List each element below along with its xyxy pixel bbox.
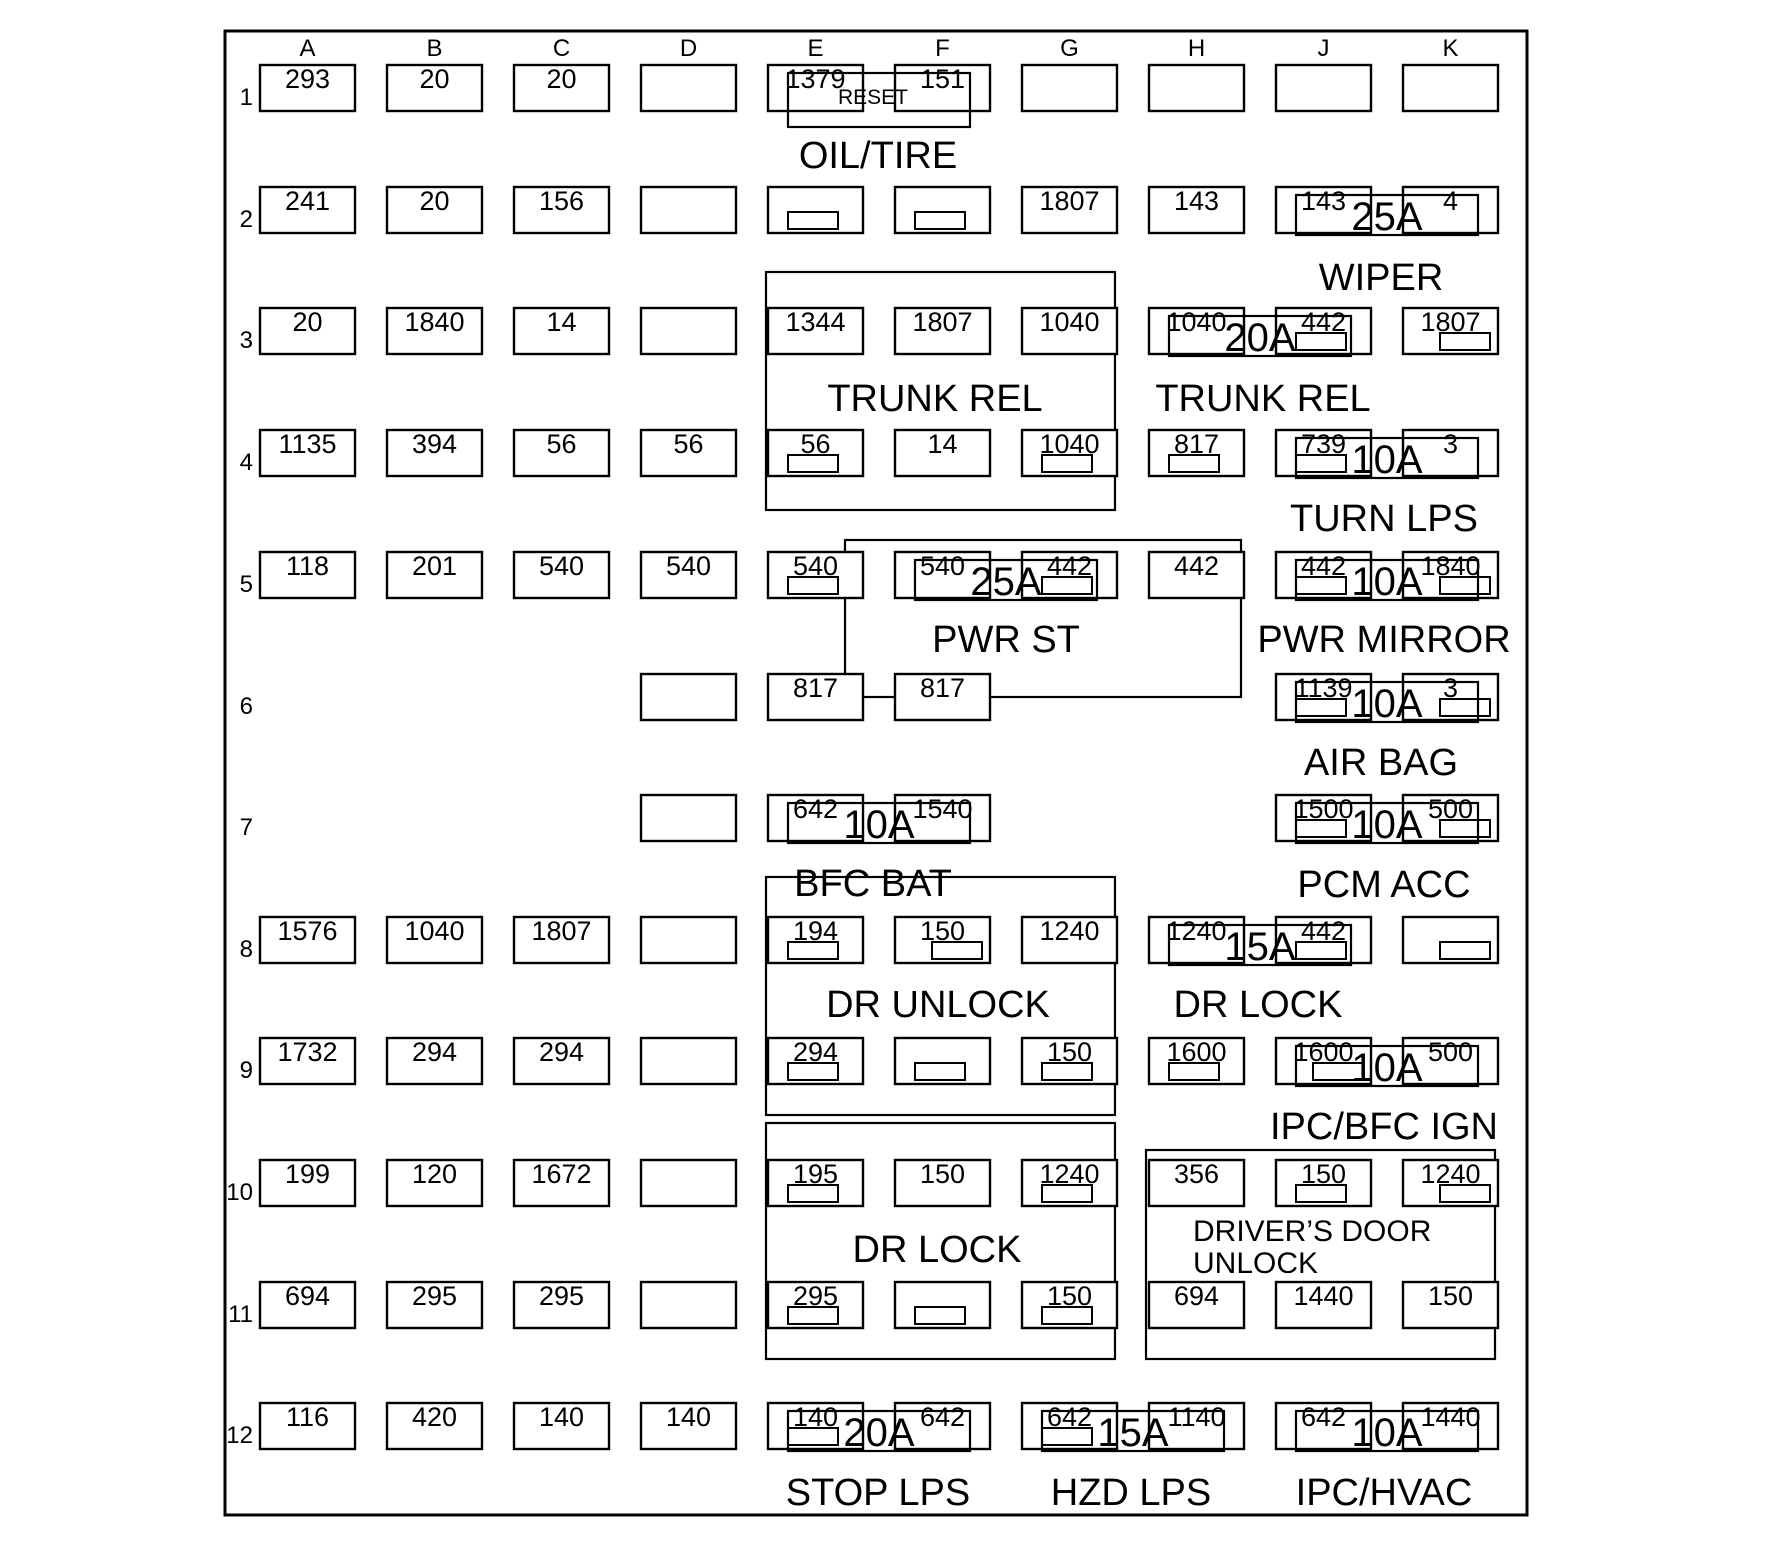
cavity-b5 — [387, 551, 482, 598]
circuit-number: 642 — [1300, 1402, 1347, 1432]
cavity-c3 — [514, 307, 609, 354]
circuit-number: 1576 — [277, 916, 338, 946]
cavity-e2 — [768, 187, 863, 233]
fuse-rating: 25A — [970, 560, 1042, 604]
circuit-number: 817 — [1173, 429, 1220, 459]
label-trunk-rel-left: TRUNK REL — [827, 378, 1043, 420]
circuit-number: 1440 — [1420, 1402, 1481, 1432]
circuit-number: 1240 — [1420, 1159, 1481, 1189]
label-pwr-mirror: PWR MIRROR — [1257, 619, 1511, 661]
cavity-b3 — [387, 307, 482, 354]
cavity-h1 — [1149, 65, 1244, 111]
fuse-rating: 15A — [1097, 1411, 1169, 1455]
cavity-outline — [895, 187, 990, 233]
row-header-6: 6 — [239, 693, 253, 720]
cavity-e9 — [768, 1037, 863, 1084]
circuit-number: 1240 — [1166, 916, 1227, 946]
fuse-rating: 10A — [1351, 438, 1423, 482]
circuit-number: 150 — [919, 916, 966, 946]
cavity-e6 — [768, 673, 863, 720]
cavity-c10 — [514, 1159, 609, 1206]
label-pcm-acc: PCM ACC — [1297, 864, 1471, 906]
cavity-c11 — [514, 1281, 609, 1328]
circuit-number: 20 — [546, 64, 577, 94]
cavity-g9 — [1022, 1037, 1117, 1084]
circuit-number: 56 — [800, 429, 831, 459]
circuit-number: 1807 — [1420, 307, 1481, 337]
cavity-outline — [768, 187, 863, 233]
cavity-g3 — [1022, 307, 1117, 354]
cavity-h5 — [1149, 551, 1244, 598]
column-header-h: H — [1187, 35, 1206, 62]
circuit-number: 295 — [411, 1281, 458, 1311]
label-bfc-bat: BFC BAT — [794, 863, 952, 905]
circuit-number: 1040 — [1039, 429, 1100, 459]
circuit-number: 20 — [419, 64, 450, 94]
circuit-number: 1807 — [1039, 186, 1100, 216]
circuit-number: 1140 — [1167, 1402, 1226, 1432]
cavity-d9 — [641, 1038, 736, 1084]
fuse-rating: 25A — [1351, 195, 1423, 239]
cavity-f4 — [895, 429, 990, 476]
circuit-number: 151 — [919, 64, 966, 94]
cavity-c5 — [514, 551, 609, 598]
cavity-a3 — [260, 307, 355, 354]
circuit-number: 1807 — [912, 307, 973, 337]
circuit-number: 20 — [419, 186, 450, 216]
cavity-e8 — [768, 916, 863, 963]
label-dr-lock-bottom: DR LOCK — [852, 1229, 1022, 1271]
circuit-number: 1440 — [1293, 1281, 1354, 1311]
cavity-outline — [1149, 65, 1244, 111]
circuit-number: 694 — [284, 1281, 331, 1311]
cavity-g11 — [1022, 1281, 1117, 1328]
cavity-d4 — [641, 429, 736, 476]
label-dr-lock-right: DR LOCK — [1173, 984, 1343, 1026]
label-dr-unlock: DR UNLOCK — [826, 984, 1050, 1026]
row-header-7: 7 — [239, 814, 253, 841]
label-reset: RESET — [837, 86, 909, 109]
circuit-number: 500 — [1427, 794, 1474, 824]
cavity-outline — [641, 1160, 736, 1206]
row-headers — [226, 84, 253, 1449]
cavity-c1 — [514, 64, 609, 111]
cavity-k8 — [1403, 917, 1498, 963]
cavity-outline — [895, 1038, 990, 1084]
cavity-d5 — [641, 551, 736, 598]
cavity-a5 — [260, 551, 355, 598]
cavity-j11 — [1276, 1281, 1371, 1328]
cavity-a4 — [260, 429, 355, 476]
fuse-rating: 20A — [1224, 316, 1296, 360]
circuit-number: 1135 — [278, 429, 337, 459]
cavity-e5 — [768, 551, 863, 598]
label-wiper: WIPER — [1318, 257, 1444, 299]
circuit-number: 116 — [285, 1402, 330, 1432]
cavity-b11 — [387, 1281, 482, 1328]
column-header-j: J — [1317, 35, 1330, 62]
cavity-d8 — [641, 917, 736, 963]
circuit-number: 1732 — [277, 1037, 338, 1067]
circuit-number: 642 — [919, 1402, 966, 1432]
cavity-a9 — [260, 1037, 355, 1084]
circuit-number: 1672 — [531, 1159, 592, 1189]
circuit-number: 293 — [284, 64, 331, 94]
row-header-8: 8 — [239, 936, 253, 963]
label-ipc-bfc-ign: IPC/BFC IGN — [1269, 1106, 1499, 1148]
cavity-g10 — [1022, 1159, 1117, 1206]
cavity-f1 — [895, 64, 990, 111]
circuit-number: 1240 — [1039, 916, 1100, 946]
cavity-d3 — [641, 308, 736, 354]
cavity-h9 — [1149, 1037, 1244, 1084]
circuit-number: 150 — [1046, 1281, 1093, 1311]
row-header-2: 2 — [239, 206, 253, 233]
cavity-d11 — [641, 1282, 736, 1328]
cavity-k3 — [1403, 307, 1498, 354]
column-headers — [299, 35, 1458, 62]
column-header-k: K — [1442, 35, 1459, 62]
cavity-c4 — [514, 429, 609, 476]
column-header-g: G — [1060, 35, 1079, 62]
cavity-b10 — [387, 1159, 482, 1206]
fuse-rating: 10A — [1351, 803, 1423, 847]
column-header-c: C — [552, 35, 571, 62]
label-drivers-door: DRIVER’S DOOR — [1193, 1215, 1432, 1248]
circuit-number: 3 — [1442, 429, 1459, 459]
circuit-number: 1240 — [1039, 1159, 1100, 1189]
cavity-k10 — [1403, 1159, 1498, 1206]
cavity-h11 — [1149, 1281, 1244, 1328]
cavity-a12 — [260, 1402, 355, 1449]
cavity-outline — [641, 308, 736, 354]
circuit-number: 150 — [1300, 1159, 1347, 1189]
cavity-outline — [641, 187, 736, 233]
circuit-number: 1600 — [1293, 1037, 1354, 1067]
row-header-10: 10 — [226, 1179, 253, 1206]
cavity-outline — [1276, 65, 1371, 111]
circuit-number: 295 — [792, 1281, 839, 1311]
circuit-number: 442 — [1173, 551, 1220, 581]
cavity-h10 — [1149, 1159, 1244, 1206]
circuit-number: 694 — [1173, 1281, 1220, 1311]
cavity-outline — [641, 795, 736, 841]
circuit-number: 540 — [792, 551, 839, 581]
cavity-k11 — [1403, 1281, 1498, 1328]
cavity-k1 — [1403, 65, 1498, 111]
label-ipc-hvac: IPC/HVAC — [1295, 1472, 1473, 1514]
circuit-number: 156 — [538, 186, 585, 216]
row-header-11: 11 — [228, 1301, 253, 1328]
circuit-number: 295 — [538, 1281, 585, 1311]
cavity-d12 — [641, 1402, 736, 1449]
circuit-number: 56 — [546, 429, 577, 459]
cavity-c2 — [514, 186, 609, 233]
cavity-d7 — [641, 795, 736, 841]
circuit-number: 500 — [1427, 1037, 1474, 1067]
cavity-b12 — [387, 1402, 482, 1449]
cavity-f9 — [895, 1038, 990, 1084]
circuit-number: 540 — [919, 551, 966, 581]
label-drivers-door-unlock: UNLOCK — [1193, 1247, 1319, 1280]
circuit-number: 1540 — [912, 794, 973, 824]
circuit-number: 1379 — [785, 64, 846, 94]
circuit-number: 195 — [792, 1159, 839, 1189]
circuit-number: 140 — [665, 1402, 712, 1432]
label-air-bag: AIR BAG — [1303, 742, 1459, 784]
cavity-j1 — [1276, 65, 1371, 111]
circuit-number: 143 — [1173, 186, 1220, 216]
row-header-12: 12 — [226, 1422, 253, 1449]
cavity-outline — [641, 1038, 736, 1084]
circuit-number: 150 — [1046, 1037, 1093, 1067]
column-header-a: A — [299, 35, 316, 62]
circuit-number: 356 — [1173, 1159, 1220, 1189]
label-pwr-st: PWR ST — [932, 619, 1080, 661]
circuit-number: 120 — [411, 1159, 458, 1189]
cavity-f2 — [895, 187, 990, 233]
circuit-number: 540 — [665, 551, 712, 581]
circuit-number: 294 — [538, 1037, 585, 1067]
circuit-number: 642 — [1046, 1402, 1093, 1432]
column-header-e: E — [807, 35, 824, 62]
cavity-a11 — [260, 1281, 355, 1328]
circuit-number: 56 — [673, 429, 704, 459]
circuit-number: 642 — [792, 794, 839, 824]
cavity-f8 — [895, 916, 990, 963]
cavity-outline — [1403, 917, 1498, 963]
row-header-9: 9 — [239, 1057, 253, 1084]
circuit-number: 394 — [411, 429, 458, 459]
circuit-number: 442 — [1046, 551, 1093, 581]
cavity-f6 — [895, 673, 990, 720]
cavity-b4 — [387, 429, 482, 476]
cavity-b1 — [387, 64, 482, 111]
cavity-outline — [641, 917, 736, 963]
label-trunk-rel-right: TRUNK REL — [1155, 378, 1371, 420]
cavity-d1 — [641, 65, 736, 111]
circuit-number: 4 — [1442, 186, 1459, 216]
fuse-rating: 10A — [843, 803, 915, 847]
cavity-c9 — [514, 1037, 609, 1084]
fuse-rating: 10A — [1351, 560, 1423, 604]
circuit-number: 739 — [1300, 429, 1347, 459]
cavity-g2 — [1022, 186, 1117, 233]
cavity-g4 — [1022, 429, 1117, 476]
fuse-rating: 10A — [1351, 1411, 1423, 1455]
row-header-5: 5 — [239, 571, 253, 598]
cavity-f10 — [895, 1159, 990, 1206]
circuit-number: 140 — [792, 1402, 839, 1432]
cavity-h4 — [1149, 429, 1244, 476]
cavity-a10 — [260, 1159, 355, 1206]
cavity-e10 — [768, 1159, 863, 1206]
circuit-number: 442 — [1300, 916, 1347, 946]
cavity-e4 — [768, 429, 863, 476]
column-header-f: F — [935, 35, 950, 62]
circuit-number: 1139 — [1294, 673, 1353, 703]
cavity-outline — [641, 65, 736, 111]
circuit-number: 1344 — [785, 307, 846, 337]
circuit-number: 143 — [1300, 186, 1347, 216]
row-header-3: 3 — [239, 327, 253, 354]
circuit-number: 1040 — [1039, 307, 1100, 337]
circuit-number: 420 — [411, 1402, 458, 1432]
circuit-number: 1040 — [1166, 307, 1227, 337]
circuit-number: 540 — [538, 551, 585, 581]
fuse-rating: 10A — [1351, 1046, 1423, 1090]
circuit-number: 140 — [538, 1402, 585, 1432]
cavity-e11 — [768, 1281, 863, 1328]
circuit-number: 14 — [927, 429, 958, 459]
cavity-outline — [1403, 65, 1498, 111]
cavity-d10 — [641, 1160, 736, 1206]
circuit-number: 241 — [284, 186, 331, 216]
circuit-number: 1840 — [404, 307, 465, 337]
cavity-d6 — [641, 674, 736, 720]
cavity-e3 — [768, 307, 863, 354]
row-header-4: 4 — [239, 449, 253, 476]
cavity-c8 — [514, 916, 609, 963]
label-stop-lps: STOP LPS — [785, 1472, 971, 1514]
row-header-1: 1 — [239, 84, 253, 111]
circuit-number: 817 — [792, 673, 839, 703]
label-turn-lps: TURN LPS — [1290, 498, 1478, 540]
fuse-rating: 15A — [1224, 925, 1296, 969]
cavity-f11 — [895, 1282, 990, 1328]
circuit-number: 817 — [919, 673, 966, 703]
circuit-number: 3 — [1442, 673, 1459, 703]
column-header-d: D — [679, 35, 698, 62]
label-oil-tire: OIL/TIRE — [798, 135, 958, 177]
circuit-number: 1600 — [1166, 1037, 1227, 1067]
circuit-number: 118 — [285, 551, 330, 581]
cavity-j10 — [1276, 1159, 1371, 1206]
circuit-number: 150 — [1427, 1281, 1474, 1311]
label-hzd-lps: HZD LPS — [1050, 1472, 1212, 1514]
circuit-number: 199 — [284, 1159, 331, 1189]
circuit-number: 442 — [1300, 307, 1347, 337]
fuse-rating: 20A — [843, 1411, 915, 1455]
cavity-g1 — [1022, 65, 1117, 111]
cavity-g8 — [1022, 916, 1117, 963]
fuse-rating: 10A — [1351, 682, 1423, 726]
circuit-number: 194 — [792, 916, 839, 946]
cavity-b2 — [387, 186, 482, 233]
circuit-number: 201 — [411, 551, 458, 581]
cavity-b8 — [387, 916, 482, 963]
circuit-number: 442 — [1300, 551, 1347, 581]
circuit-number: 1840 — [1420, 551, 1481, 581]
circuit-number: 1040 — [404, 916, 465, 946]
circuit-number: 294 — [792, 1037, 839, 1067]
circuit-number: 1807 — [531, 916, 592, 946]
circuit-number: 14 — [546, 307, 577, 337]
cavity-outline — [1022, 65, 1117, 111]
cavity-outline — [641, 1282, 736, 1328]
cavity-d2 — [641, 187, 736, 233]
cavity-outline — [895, 1282, 990, 1328]
circuit-number: 294 — [411, 1037, 458, 1067]
cavity-outline — [641, 674, 736, 720]
cavity-f3 — [895, 307, 990, 354]
cavity-a1 — [260, 64, 355, 111]
cavity-b9 — [387, 1037, 482, 1084]
cavity-a8 — [260, 916, 355, 963]
circuit-number: 1500 — [1293, 794, 1354, 824]
circuit-number: 150 — [919, 1159, 966, 1189]
cavity-c12 — [514, 1402, 609, 1449]
circuit-number: 20 — [292, 307, 323, 337]
cavity-h2 — [1149, 186, 1244, 233]
column-header-b: B — [426, 35, 443, 62]
cavity-a2 — [260, 186, 355, 233]
